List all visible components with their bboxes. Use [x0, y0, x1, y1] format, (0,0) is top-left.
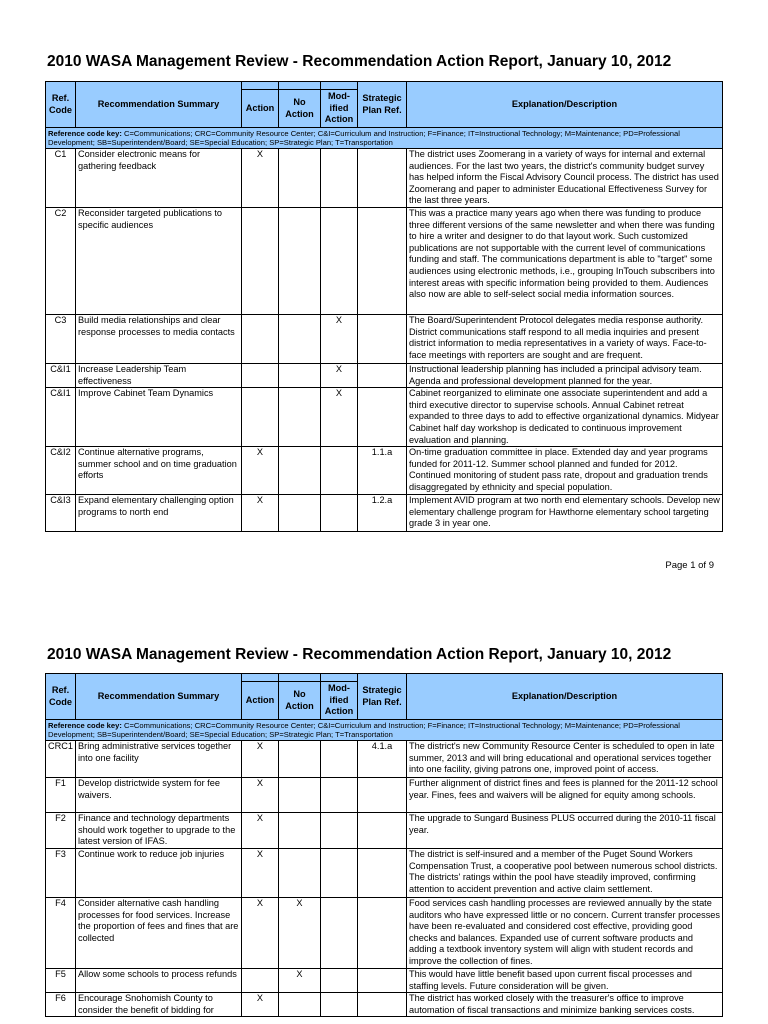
row-summary: Reconsider targeted publications to specific audiences: [76, 207, 242, 314]
row-code: F2: [46, 813, 76, 849]
row-code: C&I1: [46, 388, 76, 447]
row-modified: [321, 778, 358, 813]
row-no-action: [279, 207, 321, 314]
row-summary: Increase Leadership Team effectiveness: [76, 363, 242, 387]
row-plan-ref: 4.1.a: [358, 741, 407, 778]
table-row: [46, 969, 723, 993]
table-row: [46, 207, 723, 314]
header-summary: Recommendation Summary: [76, 674, 242, 720]
row-summary: Continue work to reduce job injuries: [76, 849, 242, 898]
row-no-action: [279, 741, 321, 778]
header-modified-action: Mod-ified Action: [321, 682, 358, 720]
row-action: X: [242, 495, 279, 532]
row-modified: [321, 813, 358, 849]
row-plan-ref: [358, 993, 407, 1017]
row-code: C&I2: [46, 447, 76, 495]
row-code: C3: [46, 314, 76, 363]
table-row: [46, 363, 723, 387]
row-summary: Consider electronic means for gathering feedback: [76, 149, 242, 208]
row-modified: [321, 207, 358, 314]
row-plan-ref: 1.1.a: [358, 447, 407, 495]
row-explanation: The district has worked closely with the treasurer's office to improve automation of fiscal transactions and minimize banking services costs.: [407, 993, 723, 1017]
header-explanation: Explanation/Description: [407, 674, 723, 720]
row-modified: [321, 849, 358, 898]
row-modified: [321, 898, 358, 969]
reference-code-key: [46, 128, 723, 149]
row-code: C&I1: [46, 363, 76, 387]
row-modified: [321, 447, 358, 495]
row-code: CRC1: [46, 741, 76, 778]
row-summary: Encourage Snohomish County to consider the benefit of bidding for: [76, 993, 242, 1017]
page-title: 2010 WASA Management Review - Recommendation Action Report, January 10, 2012: [47, 646, 672, 663]
row-summary: Develop districtwide system for fee waivers.: [76, 778, 242, 813]
row-explanation: This was a practice many years ago when there was funding to produce three different versions of the same newsletter and when there was funding to hire a writer and designer to do that layout work. Such customized publications are not supportable with the current level of communications funding and staff. The communications department is able to "target" some audiences using electronic methods, i.e., grouping InTouch subscribers into interest areas with specific information being provided to them. Audiences also now are able to self-select social media information sources.: [407, 207, 723, 314]
row-code: C2: [46, 207, 76, 314]
row-code: C&I3: [46, 495, 76, 532]
row-summary: Allow some schools to process refunds: [76, 969, 242, 993]
row-action: X: [242, 741, 279, 778]
row-explanation: The district is self-insured and a member of the Puget Sound Workers Compensation Trust, a cooperative pool between numerous school districts. The districts' ratings within the pool have steadily improved, confirming attention to accident prevention and active claim settlement.: [407, 849, 723, 898]
row-summary: Consider alternative cash handling processes for food services. Increase the proportion of fees and fines that are collected: [76, 898, 242, 969]
key-label: Reference code key:: [48, 721, 122, 730]
reference-code-key: [46, 720, 723, 741]
table-row: [46, 741, 723, 778]
row-plan-ref: [358, 149, 407, 208]
header-ref-code: Ref. Code: [46, 82, 76, 128]
row-action: [242, 969, 279, 993]
row-plan-ref: [358, 898, 407, 969]
row-action: [242, 363, 279, 387]
row-action: X: [242, 898, 279, 969]
header-ref-code: Ref. Code: [46, 674, 76, 720]
row-plan-ref: [358, 813, 407, 849]
row-plan-ref: 1.2.a: [358, 495, 407, 532]
row-no-action: [279, 314, 321, 363]
row-modified: [321, 149, 358, 208]
row-explanation: The district uses Zoomerang in a variety of ways for internal and external audiences. For the last two years, the district's community budget survey has helped inform the Fiscal Advisory Council process. The district has used Zoomerang and paper to administer Educational Effectiveness Survey for the last three years.: [407, 149, 723, 208]
key-text: C=Communications; CRC=Community Resource Center; C&I=Curriculum and Instruction; F=Finance; IT=Instructional Technology; M=Maintenance; PD=Professional Development; SB=Superintendent/Board; SE=Special Education; SP=Strategic Plan; T=Transportation: [48, 721, 680, 739]
table-row: [46, 849, 723, 898]
row-action: [242, 388, 279, 447]
row-modified: [321, 993, 358, 1017]
table-row: [46, 993, 723, 1017]
row-no-action: [279, 388, 321, 447]
row-plan-ref: [358, 969, 407, 993]
table-row: [46, 898, 723, 969]
header-explanation: Explanation/Description: [407, 82, 723, 128]
row-code: F3: [46, 849, 76, 898]
header-plan-ref: Strategic Plan Ref.: [358, 674, 407, 720]
row-plan-ref: [358, 363, 407, 387]
row-explanation: Food services cash handling processes are reviewed annually by the state auditors who have expressed little or no concern. Current transfer processes have been re-evaluated and considered cost effective, providing good checks and balances. Expanded use of current software products and adding a textbook inventory system will align with student records and improve the collection of fines.: [407, 898, 723, 969]
row-explanation: This would have little benefit based upon current fiscal processes and staffing levels. Future consideration will be given.: [407, 969, 723, 993]
row-code: F5: [46, 969, 76, 993]
page-title: 2010 WASA Management Review - Recommendation Action Report, January 10, 2012: [47, 53, 672, 70]
row-code: F1: [46, 778, 76, 813]
page-number: Page 1 of 9: [665, 560, 714, 571]
header-plan-ref: Strategic Plan Ref.: [358, 82, 407, 128]
row-explanation: Cabinet reorganized to eliminate one associate superintendent and add a third executive director to supervise schools. Annual Cabinet retreat expanded to three days to add to effective organizational dynamics. Midyear Cabinet half day workshop is dedicated to continuous improvement evaluation and planning.: [407, 388, 723, 447]
row-no-action: [279, 993, 321, 1017]
row-no-action: X: [279, 898, 321, 969]
table-row: [46, 388, 723, 447]
key-text: C=Communications; CRC=Community Resource Center; C&I=Curriculum and Instruction; F=Finance; IT=Instructional Technology; M=Maintenance; PD=Professional Development; SB=Superintendent/Board; SE=Special Education; SP=Strategic Plan; T=Transportation: [48, 129, 680, 147]
header-modified-action: Mod-ified Action: [321, 90, 358, 128]
row-plan-ref: [358, 388, 407, 447]
row-action: X: [242, 778, 279, 813]
row-no-action: [279, 149, 321, 208]
header-summary: Recommendation Summary: [76, 82, 242, 128]
header-no-action: No Action: [279, 682, 321, 720]
row-modified: X: [321, 363, 358, 387]
row-modified: [321, 969, 358, 993]
row-modified: [321, 495, 358, 532]
recommendation-table: [45, 673, 723, 1017]
row-summary: Finance and technology departments should work together to upgrade to the latest version of IFAS.: [76, 813, 242, 849]
row-explanation: Instructional leadership planning has included a principal advisory team. Agenda and professional development planned for the year.: [407, 363, 723, 387]
row-no-action: X: [279, 969, 321, 993]
row-action: X: [242, 813, 279, 849]
row-explanation: Further alignment of district fines and fees is planned for the 2011-12 school year. Fines, fees and waivers will be aligned for equity among schools.: [407, 778, 723, 813]
row-code: F6: [46, 993, 76, 1017]
row-action: X: [242, 849, 279, 898]
row-summary: Expand elementary challenging option programs to north end: [76, 495, 242, 532]
row-summary: Continue alternative programs, summer school and on time graduation efforts: [76, 447, 242, 495]
row-modified: X: [321, 314, 358, 363]
row-explanation: On-time graduation committee in place. Extended day and year programs funded for 2011-12. Summer school planned and funded for 2012. Continued monitoring of student pass rate, dropout and graduation trends disaggregated by ethnicity and special population.: [407, 447, 723, 495]
row-code: C1: [46, 149, 76, 208]
table-row: [46, 314, 723, 363]
header-action: Action: [242, 90, 279, 128]
row-explanation: Implement AVID program at two north end elementary schools. Develop new elementary challenge program for Hawthorne elementary school targeting grade 3 in year one.: [407, 495, 723, 532]
row-summary: Build media relationships and clear response processes to media contacts: [76, 314, 242, 363]
row-no-action: [279, 363, 321, 387]
row-code: F4: [46, 898, 76, 969]
row-plan-ref: [358, 207, 407, 314]
row-no-action: [279, 813, 321, 849]
header-action: Action: [242, 682, 279, 720]
row-no-action: [279, 495, 321, 532]
row-action: X: [242, 447, 279, 495]
header-no-action: No Action: [279, 90, 321, 128]
row-explanation: The district's new Community Resource Center is scheduled to open in late summer, 2013 and will bring educational and operational services together into one facility, giving patrons one, improved point of access.: [407, 741, 723, 778]
table-row: [46, 495, 723, 532]
row-action: X: [242, 993, 279, 1017]
row-summary: Bring administrative services together into one facility: [76, 741, 242, 778]
row-explanation: The upgrade to Sungard Business PLUS occurred during the 2010-11 fiscal year.: [407, 813, 723, 849]
row-modified: [321, 741, 358, 778]
row-action: [242, 207, 279, 314]
row-no-action: [279, 778, 321, 813]
key-label: Reference code key:: [48, 129, 122, 138]
row-no-action: [279, 849, 321, 898]
recommendation-table: [45, 81, 723, 532]
row-action: [242, 314, 279, 363]
row-action: X: [242, 149, 279, 208]
row-no-action: [279, 447, 321, 495]
table-row: [46, 778, 723, 813]
table-row: [46, 149, 723, 208]
row-plan-ref: [358, 314, 407, 363]
row-explanation: The Board/Superintendent Protocol delegates media response authority. District communications staff respond to all media inquiries and present district information to media representatives in a variety of ways. Face-to-face meetings with reporters are sought and are frequent.: [407, 314, 723, 363]
row-modified: X: [321, 388, 358, 447]
row-plan-ref: [358, 849, 407, 898]
table-row: [46, 447, 723, 495]
row-plan-ref: [358, 778, 407, 813]
table-row: [46, 813, 723, 849]
row-summary: Improve Cabinet Team Dynamics: [76, 388, 242, 447]
